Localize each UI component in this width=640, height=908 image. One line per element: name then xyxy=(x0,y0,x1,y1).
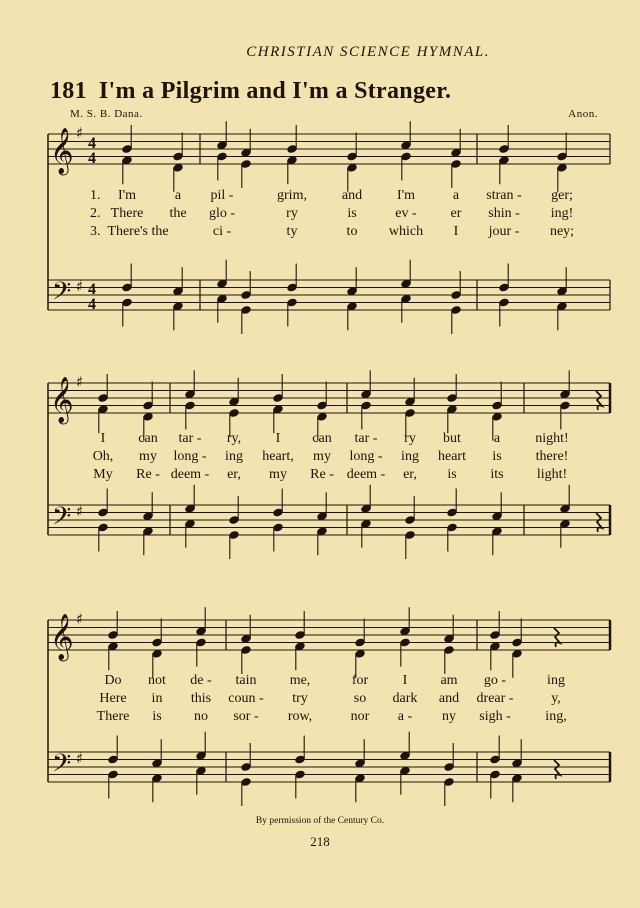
lyric-syllable: deem - xyxy=(170,467,210,482)
treble-clef: 𝄞 xyxy=(50,128,74,174)
lyric-syllable: light! xyxy=(536,467,568,482)
lyric-syllable: There's the xyxy=(107,224,169,239)
lyric-line xyxy=(0,188,640,204)
lyric-syllable: shin - xyxy=(488,206,520,221)
lyric-syllable: ger; xyxy=(551,188,573,203)
lyric-syllable: My xyxy=(93,467,113,482)
lyric-syllable: y, xyxy=(551,691,561,706)
page-number: 218 xyxy=(310,834,330,849)
quarter-rest xyxy=(554,628,560,647)
lyric-syllable: heart, xyxy=(262,449,294,464)
verse-number: 3. xyxy=(90,224,101,239)
lyric-syllable: ty xyxy=(286,224,298,239)
lyric-syllable: jour - xyxy=(488,224,520,239)
treble-clef: 𝄞 xyxy=(50,377,74,423)
lyric-syllable: row, xyxy=(287,709,313,724)
time-signature-bottom: 4 xyxy=(88,296,96,313)
lyric-line xyxy=(0,467,640,483)
lyric-line xyxy=(0,673,640,689)
lyric-syllable: stran - xyxy=(486,188,522,203)
key-signature-sharp: ♯ xyxy=(76,749,84,768)
lyric-syllable: ing xyxy=(547,673,565,688)
lyric-syllable: ing xyxy=(225,449,243,464)
key-signature-sharp: ♯ xyxy=(76,373,84,391)
verse-number: 2. xyxy=(90,206,101,221)
quarter-rest xyxy=(596,513,602,532)
quarter-rest xyxy=(596,391,602,410)
key-signature-sharp: ♯ xyxy=(76,610,84,628)
key-signature-sharp: ♯ xyxy=(76,277,84,296)
lyric-line xyxy=(0,206,640,222)
lyric-syllable: Re - xyxy=(136,467,160,482)
lyric-syllable: deem - xyxy=(346,467,386,482)
lyric-syllable: in xyxy=(151,691,163,706)
lyric-syllable: heart xyxy=(438,449,466,464)
lyric-syllable: ry xyxy=(404,431,416,446)
lyric-syllable: ry, xyxy=(226,431,242,446)
lyric-syllable: er, xyxy=(403,467,417,482)
lyric-syllable: er, xyxy=(227,467,241,482)
words-credit: M. S. B. Dana. xyxy=(70,108,143,120)
lyric-syllable: Do xyxy=(104,673,122,688)
lyric-syllable: a - xyxy=(397,709,413,724)
lyric-line xyxy=(0,431,640,447)
lyric-syllable: my xyxy=(269,467,287,482)
quarter-rest xyxy=(554,760,560,779)
bass-clef: 𝄢 xyxy=(52,277,72,312)
lyric-syllable: is xyxy=(447,467,457,482)
treble-clef: 𝄞 xyxy=(50,614,74,660)
lyric-syllable: I xyxy=(100,431,106,446)
lyric-syllable: nor xyxy=(350,709,370,724)
lyric-syllable: try xyxy=(292,691,308,706)
lyric-syllable: which xyxy=(388,224,424,239)
lyric-syllable: this xyxy=(190,691,212,706)
lyric-syllable: tar - xyxy=(354,431,378,446)
lyric-syllable: ing! xyxy=(550,206,574,221)
lyric-syllable: my xyxy=(313,449,331,464)
time-signature-bottom: 4 xyxy=(88,150,96,167)
lyric-syllable: can xyxy=(312,431,332,446)
lyric-syllable: a xyxy=(493,431,501,446)
lyric-syllable: er xyxy=(450,206,462,221)
lyric-syllable: tar - xyxy=(178,431,202,446)
running-head: CHRISTIAN SCIENCE HYMNAL. xyxy=(246,44,490,60)
lyric-syllable: de - xyxy=(190,673,212,688)
lyric-syllable: Here xyxy=(99,691,127,706)
lyric-syllable: glo - xyxy=(208,206,236,221)
lyric-syllable: is xyxy=(347,206,357,221)
bass-clef: 𝄢 xyxy=(52,502,72,537)
lyric-syllable: me, xyxy=(289,673,311,688)
lyric-syllable: There xyxy=(110,206,144,221)
lyric-line xyxy=(0,224,640,240)
lyric-syllable: so xyxy=(353,691,367,706)
lyric-syllable: Oh, xyxy=(92,449,114,464)
lyric-syllable: ev - xyxy=(395,206,417,221)
bass-clef: 𝄢 xyxy=(52,749,72,784)
lyric-syllable: sigh - xyxy=(479,709,511,724)
time-signature-top: 4 xyxy=(88,135,96,152)
lyric-syllable: I xyxy=(453,224,459,239)
hymn-number: 181 xyxy=(50,78,87,104)
lyric-syllable: I xyxy=(402,673,408,688)
lyric-syllable: grim, xyxy=(277,188,307,203)
lyric-syllable: am xyxy=(440,673,458,688)
lyric-syllable: ing, xyxy=(545,709,567,724)
lyric-syllable: I'm xyxy=(117,188,137,203)
lyric-syllable: sor - xyxy=(233,709,259,724)
hymn-title-text: I'm a Pilgrim and I'm a Stranger. xyxy=(98,78,452,104)
lyric-syllable: ny xyxy=(442,709,456,724)
lyric-syllable: and xyxy=(341,188,363,203)
lyric-syllable: ci - xyxy=(212,224,232,239)
lyric-syllable: tain xyxy=(235,673,257,688)
verse-number: 1. xyxy=(90,188,101,203)
lyric-syllable: long - xyxy=(173,449,207,464)
lyric-syllable: There xyxy=(96,709,130,724)
lyric-syllable: drear - xyxy=(476,691,514,706)
lyric-syllable: its xyxy=(490,467,504,482)
lyric-syllable: for xyxy=(351,673,369,688)
lyric-syllable: can xyxy=(138,431,158,446)
lyric-syllable: I'm xyxy=(396,188,416,203)
lyric-syllable: dark xyxy=(392,691,418,706)
lyric-syllable: I xyxy=(275,431,281,446)
lyric-syllable: coun - xyxy=(228,691,264,706)
lyric-syllable: pil - xyxy=(210,188,234,203)
lyric-syllable: there! xyxy=(535,449,569,464)
lyric-line xyxy=(0,449,640,465)
lyric-syllable: night! xyxy=(535,431,569,446)
lyric-syllable: ing xyxy=(401,449,419,464)
lyric-syllable: is xyxy=(152,709,162,724)
lyric-syllable: my xyxy=(139,449,157,464)
lyric-syllable: a xyxy=(452,188,460,203)
time-signature-top: 4 xyxy=(88,281,96,298)
lyric-line xyxy=(0,709,640,725)
key-signature-sharp: ♯ xyxy=(76,124,84,142)
lyric-syllable: Re - xyxy=(310,467,334,482)
lyric-syllable: to xyxy=(346,224,358,239)
lyric-syllable: ney; xyxy=(549,224,575,239)
lyric-syllable: no xyxy=(194,709,208,724)
lyric-syllable: long - xyxy=(349,449,383,464)
lyric-syllable: is xyxy=(492,449,502,464)
music-credit: Anon. xyxy=(568,108,598,120)
lyric-syllable: the xyxy=(169,206,187,221)
lyric-syllable: and xyxy=(438,691,460,706)
lyric-syllable: ry xyxy=(286,206,298,221)
permission-note: By permission of the Century Co. xyxy=(255,816,385,826)
lyric-line xyxy=(0,691,640,707)
lyric-syllable: but xyxy=(443,431,461,446)
lyric-syllable: a xyxy=(174,188,182,203)
key-signature-sharp: ♯ xyxy=(76,502,84,521)
lyric-syllable: not xyxy=(148,673,166,688)
lyric-syllable: go - xyxy=(483,673,507,688)
